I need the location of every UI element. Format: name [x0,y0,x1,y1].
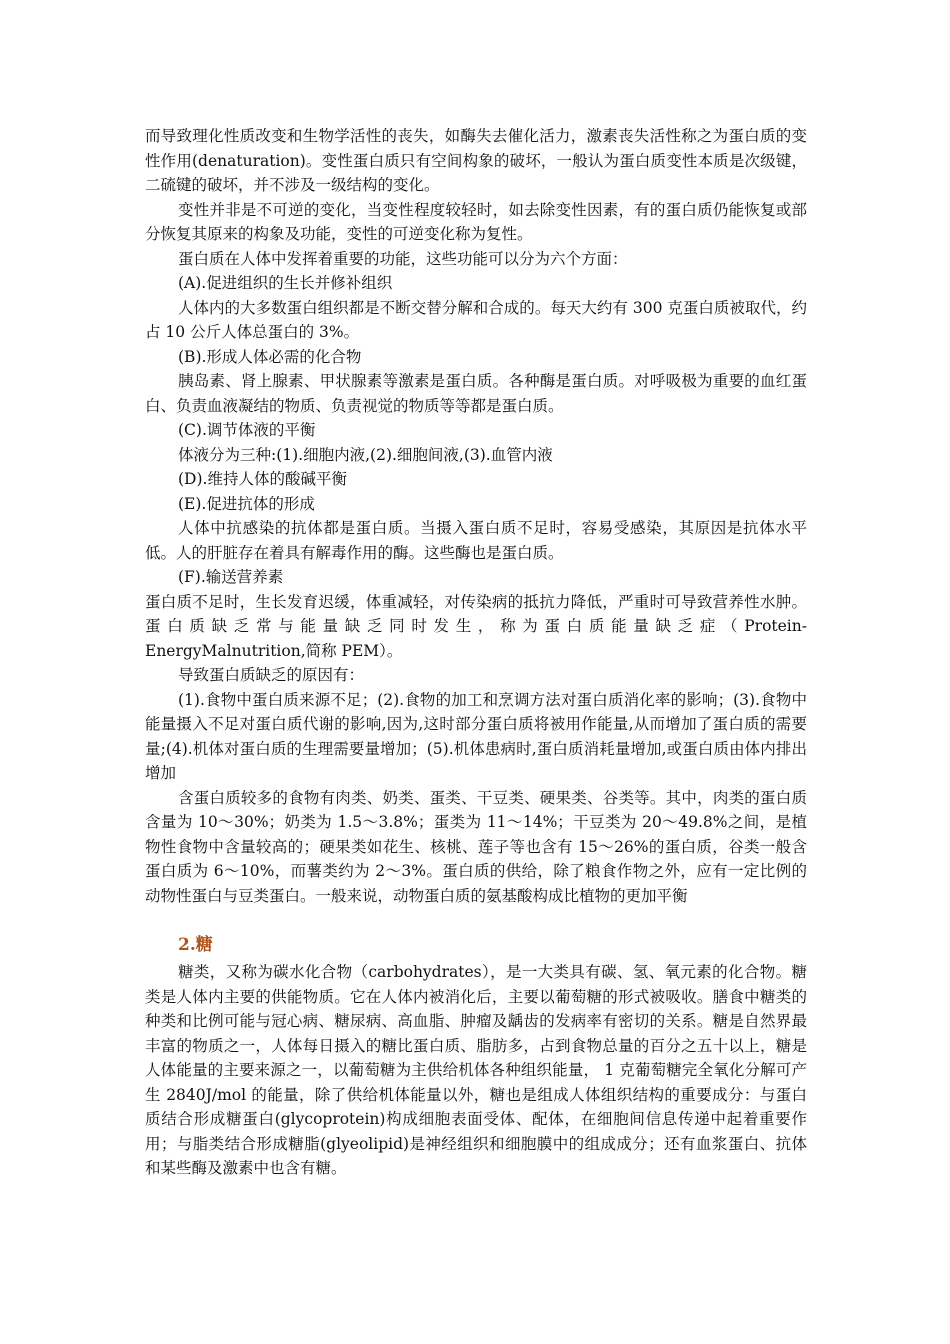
section-heading-sugar: 2.糖 [178,935,213,955]
function-b-text: 胰岛素、肾上腺素、甲状腺素等激素是蛋白质。各种酶是蛋白质。对呼吸极为重要的血红蛋白、负责血液凝结的物质、负责视觉的物质等等都是蛋白质。 [145,372,807,415]
paragraph-causes-list: (1).食物中蛋白质来源不足；(2).食物的加工和烹调方法对蛋白质消化率的影响；(3).食物中能量摄入不足对蛋白质代谢的影响,因为,这时部分蛋白质将被用作能量,从而增加了蛋白质的需要量;(4).机体对蛋白质的生理需要量增加；(5).机体患病时,蛋白质消耗量增加,或蛋白质由体内排出增加 [145,690,807,782]
paragraph-causes-intro: 导致蛋白质缺乏的原因有： [178,666,365,684]
function-c-text: 体液分为三种:(1).细胞内液,(2).细胞间液,(3).血管内液 [178,445,553,464]
paragraph-functions-intro: 蛋白质在人体中发挥着重要的功能，这些功能可以分为六个方面： [178,249,628,268]
paragraph-denaturation: 而导致理化性质改变和生物学活性的丧失，如酶失去催化活力，激素丧失活性称之为蛋白质的变性作用(denaturation)。变性蛋白质只有空间构象的破坏，一般认为蛋白质变性本质是次级键，二硫键的破坏，并不涉及一级结构的变化。 [145,127,807,194]
function-a-title: (A).促进组织的生长并修补组织 [178,274,393,292]
paragraph-protein-foods: 含蛋白质较多的食物有肉类、奶类、蛋类、干豆类、硬果类、谷类等。其中，肉类的蛋白质含量为 10～30%；奶类为 1.5～3.8%；蛋类为 11～14%；干豆类为 20～49.8%之间，是植物性食物中含量较高的；硬果类如花生、核桃、莲子等也含有 15～26%的蛋白质，谷类一般含蛋白质为 6～10%，而薯类约为 2～3%。蛋白质的供给，除了粮食作物之外，应有一定比例的动物性蛋白与豆类蛋白。一般来说，动物蛋白质的氨基酸构成比植物的更加平衡 [145,788,807,905]
paragraph-deficiency: 蛋白质不足时，生长发育迟缓，体重减轻，对传染病的抵抗力降低，严重时可导致营养性水肿。蛋白质缺乏常与能量缺乏同时发生，称为蛋白质能量缺乏症（Protein- [145,592,807,635]
function-d-title: (D).维持人体的酸碱平衡 [178,470,347,488]
function-c-title: (C).调节体液的平衡 [178,421,316,439]
function-b-title: (B).形成人体必需的化合物 [178,347,362,366]
paragraph-renaturation: 变性并非是不可逆的变化，当变性程度较轻时，如去除变性因素，有的蛋白质仍能恢复或部分恢复其原来的构象及功能，变性的可逆变化称为复性。 [145,200,807,243]
function-f-title: (F).输送营养素 [178,568,284,586]
document-page [145,124,807,1181]
paragraph-carbohydrates: 糖类，又称为碳水化合物（carbohydrates），是一大类具有碳、氢、氧元素的化合物。糖类是人体内主要的供能物质。它在人体内被消化后，主要以葡萄糖的形式被吸收。膳食中糖类的种类和比例可能与冠心病、糖尿病、高血脂、肿瘤及龋齿的发病率有密切的关系。糖是自然界最丰富的物质之一，人体每日摄入的糖比蛋白质、脂肪多，占到食物总量的百分之五十以上，糖是人体能量的主要来源之一，以葡萄糖为主供给机体各种组织能量， 1 克葡萄糖完全氧化分解可产生 2840J/mol 的能量，除了供给机体能量以外，糖也是组成人体组织结构的重要成分：与蛋白质结合形成糖蛋白(glycoprotein)构成细胞表面受体、配体，在细胞间信息传递中起着重要作用；与脂类结合形成糖脂(glyeolipid)是神经组织和细胞膜中的组成成分；还有血浆蛋白、抗体和某些酶及激素中也含有糖。 [145,963,807,1177]
paragraph-deficiency-end: EnergyMalnutrition,简称 PEM）。 [145,641,403,660]
function-e-title: (E).促进抗体的形成 [178,494,315,513]
function-a-text: 人体内的大多数蛋白组织都是不断交替分解和合成的。每天大约有 300 克蛋白质被取代，约占 10 公斤人体总蛋白的 3%。 [145,298,807,341]
function-e-text: 人体中抗感染的抗体都是蛋白质。当摄入蛋白质不足时，容易受感染，其原因是抗体水平低。人的肝脏存在着具有解毒作用的酶。这些酶也是蛋白质。 [145,519,807,562]
